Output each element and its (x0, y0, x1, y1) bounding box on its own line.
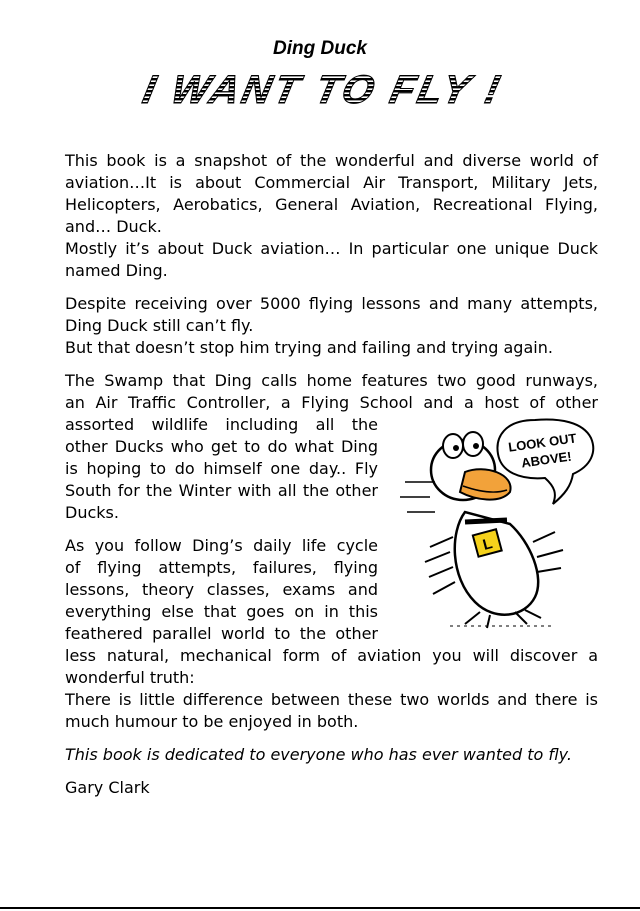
eye-icon (443, 434, 463, 458)
text-line: less natural, mechanical form of aviation you will discover a (65, 646, 598, 665)
text-line: Ducks. (65, 503, 119, 522)
text-line: But that doesn’t stop him trying and failing and trying again. (65, 338, 553, 357)
text-line: As you follow Ding’s daily life cycle (65, 536, 378, 555)
text-line: aviation…It is about Commercial Air Transport, Military Jets, (65, 173, 598, 192)
text-line: assorted wildlife including all the (65, 415, 378, 434)
book-title (0, 66, 640, 112)
text-line: other Ducks who get to do what Ding (65, 437, 378, 456)
text-line: an Air Traffic Controller, a Flying School and a host of other (65, 393, 598, 412)
ding-duck-illustration (395, 412, 605, 636)
text-line: named Ding. (65, 261, 168, 280)
book-subtitle: Ding Duck (273, 38, 367, 59)
author-name: Gary Clark (65, 778, 150, 797)
text-line: There is little difference between these two worlds and there is (65, 690, 598, 709)
text-line: feathered parallel world to the other (65, 624, 378, 643)
text-line: Helicopters, Aerobatics, General Aviation, Recreational Flying, (65, 195, 598, 214)
text-line: wonderful truth: (65, 668, 195, 687)
speech-bubble-line-1: LOOK OUT (507, 430, 578, 455)
dedication: This book is dedicated to everyone who has ever wanted to fly. (65, 745, 572, 764)
text-line: Despite receiving over 5000 flying lessons and many attempts, (65, 294, 598, 313)
text-line: The Swamp that Ding calls home features two good runways, (65, 371, 598, 390)
speech-bubble-line-2: ABOVE! (520, 448, 573, 471)
text-line: much humour to be enjoyed in both. (65, 712, 359, 731)
text-line: of flying attempts, failures, flying (65, 558, 378, 577)
intro-paragraph-2 (65, 293, 598, 359)
page-bottom-rule (0, 907, 640, 909)
text-line: is hoping to do himself one day.. Fly (65, 459, 378, 478)
beak (460, 469, 511, 499)
badge-letter: L (481, 535, 495, 554)
text-line: everything else that goes on in this (65, 602, 378, 621)
text-line: and… Duck. (65, 217, 162, 236)
text-line: lessons, theory classes, exams and (65, 580, 378, 599)
speech-bubble (497, 420, 593, 504)
text-line: This book is a snapshot of the wonderful and diverse world of (65, 151, 598, 170)
text-line: Ding Duck still can’t fly. (65, 316, 254, 335)
intro-paragraph-1 (65, 150, 598, 282)
text-line: Mostly it’s about Duck aviation… In particular one unique Duck (65, 239, 598, 258)
text-line: South for the Winter with all the other (65, 481, 378, 500)
book-title-text: I WANT TO FLY ! (139, 66, 508, 112)
learner-badge (473, 529, 502, 556)
